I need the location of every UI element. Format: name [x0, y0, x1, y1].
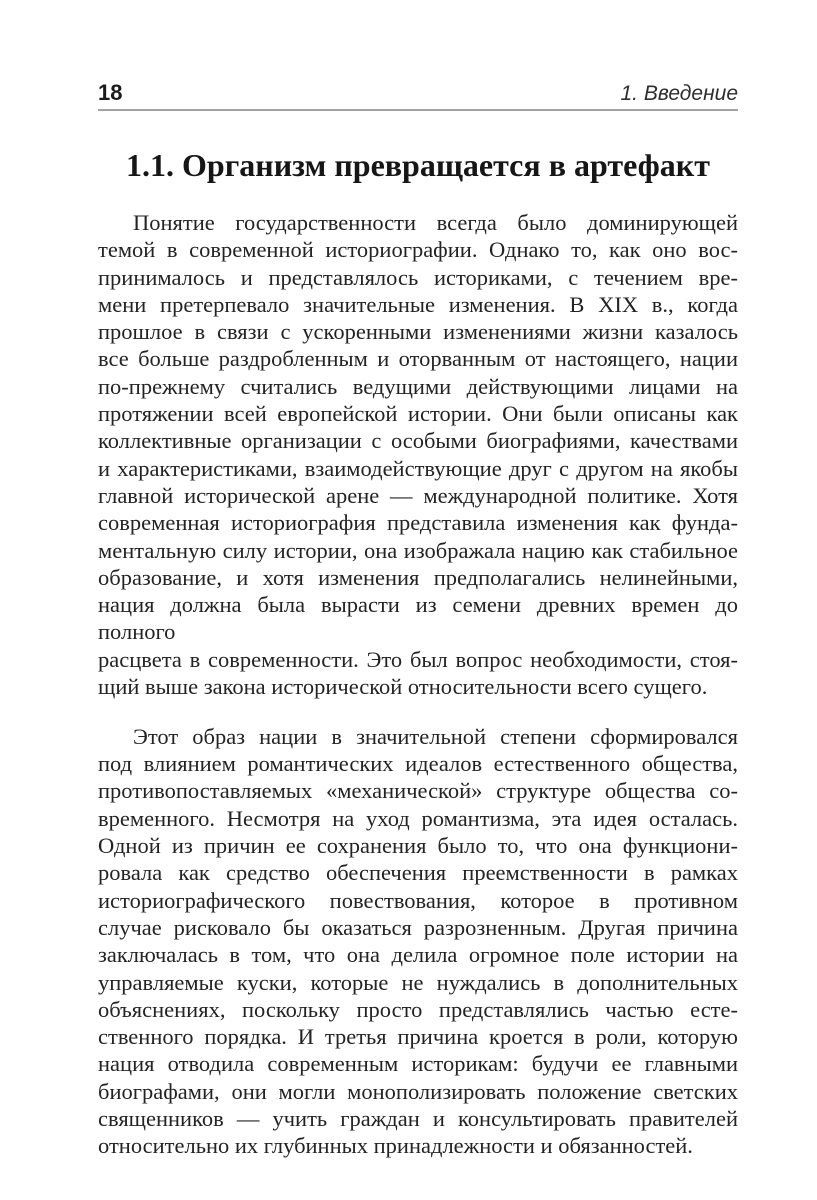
- header-rule: [98, 82, 738, 111]
- body-text: [98, 209, 738, 1160]
- text-line: все больше раздробленным и оторванным от настоящего, нации: [98, 346, 738, 372]
- running-head: 1. Введение: [620, 82, 738, 105]
- text-line: ментальную силу истории, она изображала нацию как стабильное: [98, 537, 738, 563]
- text-line: принималось и представлялось историками, с течением вре-: [98, 264, 738, 290]
- text-line: протяжении всей европейской истории. Они были описаны как: [98, 401, 738, 427]
- text-line: темой в современной историографии. Однако то, как оно вос-: [98, 237, 738, 263]
- text-line: современная историография представила изменения как фунда-: [98, 510, 738, 536]
- text-line: относительно их глубинных принадлежности и обязанностей.: [98, 1133, 693, 1159]
- text-line: священников — учить граждан и консультировать правителей: [98, 1106, 738, 1131]
- text-line: образование, и хотя изменения предполагались нелинейными,: [98, 564, 738, 590]
- text-line: противопоставляемых «механической» структуре общества со-: [98, 778, 738, 804]
- text-line: нация должна была вырасти из семени древних времен до полного: [98, 592, 738, 645]
- text-line: ственного порядка. И третья причина кроется в роли, которую: [98, 1024, 738, 1050]
- text-line: мени претерпевало значительные изменения. В XIX в., когда: [98, 291, 738, 317]
- text-line: по-прежнему считались ведущими действующими лицами на: [98, 373, 738, 399]
- text-line: щий выше закона исторической относительности всего сущего.: [98, 674, 708, 700]
- text-line: случае рисковало бы оказаться разрозненным. Другая причина: [98, 914, 738, 940]
- text-line: и характеристиками, взаимодействующие друг с другом на якобы: [98, 455, 738, 481]
- text-line: временного. Несмотря на уход романтизма, эта идея осталась.: [98, 805, 738, 831]
- text-line: Одной из причин ее сохранения было то, что она функциони-: [98, 833, 738, 859]
- text-line: Понятие государственности всегда было доминирующей: [133, 210, 738, 235]
- page-header: [98, 0, 738, 111]
- text-line: главной исторической арене — международной политике. Хотя: [98, 482, 738, 508]
- text-line: нация отводила современным историкам: будучи ее главными: [98, 1051, 738, 1077]
- text-line: ровала как средство обеспечения преемственности в рамках: [98, 860, 738, 886]
- text-line: расцвета в современности. Это был вопрос необходимости, стоя-: [98, 646, 738, 672]
- text-line: заключалась в том, что она делила огромное поле истории на: [98, 942, 738, 968]
- text-column: [98, 0, 738, 1160]
- page-number: 18: [98, 80, 123, 105]
- text-line: управляемые куски, которые не нуждались в дополнительных: [98, 969, 738, 995]
- text-line: биографами, они могли монополизировать положение светских: [98, 1078, 738, 1104]
- text-line: под влиянием романтических идеалов естественного общества,: [98, 751, 738, 777]
- text-line: коллективные организации с особыми биографиями, качествами: [98, 428, 738, 454]
- text-line: историографического повествования, которое в противном: [98, 887, 738, 913]
- text-line: Этот образ нации в значительной степени сформировался: [133, 723, 738, 749]
- section-heading: 1.1. Организм превращается в артефакт: [126, 147, 710, 183]
- text-line: прошлое в связи с ускоренными изменениями жизни казалось: [98, 319, 738, 345]
- text-line: объяснениях, поскольку просто представлялись частью есте-: [98, 996, 738, 1022]
